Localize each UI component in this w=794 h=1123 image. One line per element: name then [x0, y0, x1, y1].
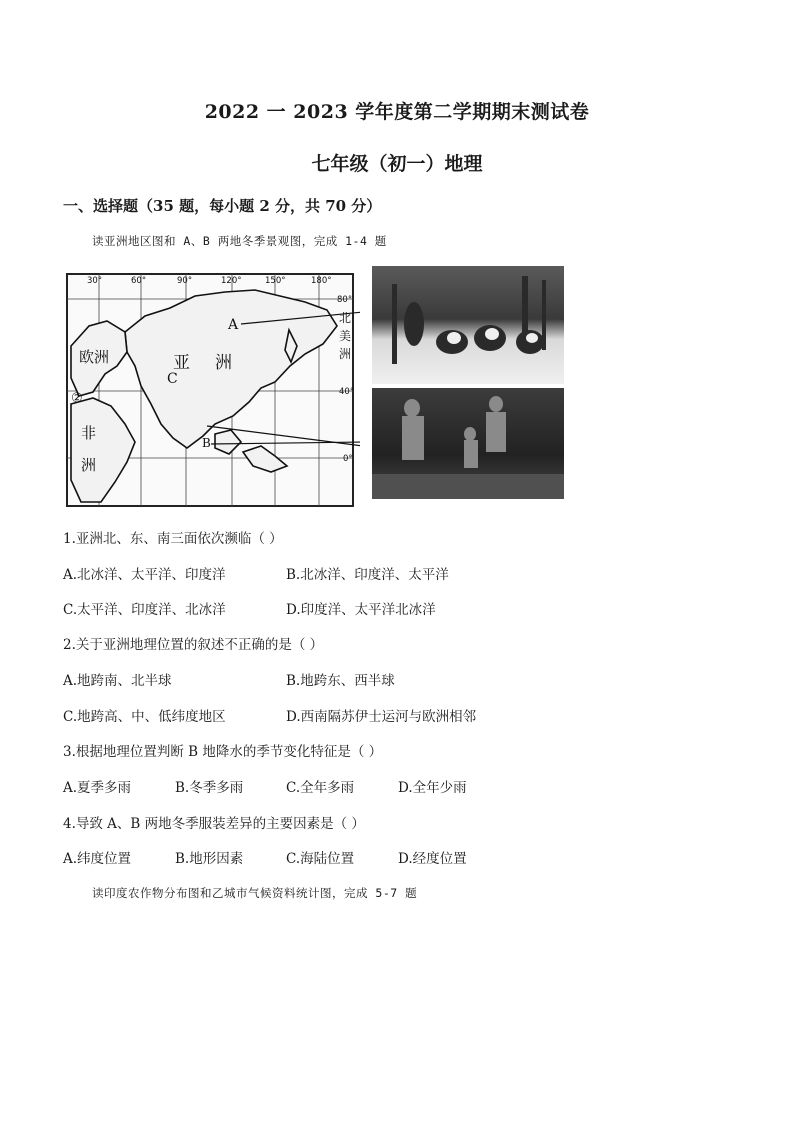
region-label-africa-2: 洲 [81, 456, 97, 474]
answer-option[interactable]: B.冬季多雨 [175, 780, 244, 796]
exam-title: 2022 一 2023 学年度第二学期期末测试卷 [204, 101, 590, 123]
point-b-label: B [202, 436, 211, 450]
answer-option[interactable]: C.全年多雨 [286, 780, 355, 796]
lon-label: 30° [87, 276, 103, 286]
exam-subtitle: 七年级（初一）地理 [311, 153, 483, 175]
asia-map [65, 266, 360, 510]
answer-option[interactable]: C.海陆位置 [286, 851, 355, 867]
winter-scene-photo-b [372, 388, 564, 499]
tropical-people-image [372, 388, 564, 499]
answer-option[interactable]: C.地跨高、中、低纬度地区 [63, 709, 226, 725]
answer-option[interactable]: A.北冰洋、太平洋、印度洋 [63, 567, 226, 583]
answer-option[interactable]: A.纬度位置 [63, 851, 132, 867]
region-label-asia-2: 洲 [215, 353, 232, 373]
region-label-africa-1: 非 [81, 424, 97, 442]
answer-option[interactable]: B.地形因素 [175, 851, 244, 867]
figure-intro: 读亚洲地区图和 A、B 两地冬季景观图，完成 1-4 题 [92, 234, 387, 248]
answer-option[interactable]: A.夏季多雨 [63, 780, 132, 796]
figure-intro: 读印度农作物分布图和乙城市气候资料统计图，完成 5-7 题 [92, 886, 418, 900]
lon-label: 120° [221, 276, 242, 286]
region-label-na-2: 美 [339, 329, 352, 343]
region-label-europe: 欧洲 [79, 348, 110, 366]
lon-label: 180° [311, 276, 332, 286]
section-heading: 一、选择题（35 题，每小题 2 分，共 70 分） [63, 197, 382, 215]
sled-dogs-image [372, 266, 564, 384]
answer-option[interactable]: C.太平洋、印度洋、北冰洋 [63, 602, 226, 618]
region-label-asia-1: 亚 [173, 353, 190, 373]
point-c-label: C [167, 371, 178, 387]
question-stem: 1.亚洲北、东、南三面依次濒临（ ） [63, 531, 283, 547]
answer-option[interactable]: D.全年少雨 [398, 780, 467, 796]
question-stem: 3.根据地理位置判断 B 地降水的季节变化特征是（ ） [63, 744, 383, 760]
question-stem: 2.关于亚洲地理位置的叙述不正确的是（ ） [63, 637, 324, 653]
winter-scene-photo-a [372, 266, 564, 384]
lon-label: 60° [131, 276, 147, 286]
region-label-na-1: 北 [339, 311, 352, 325]
point-a-label: A [228, 317, 239, 333]
answer-option[interactable]: B.地跨东、西半球 [286, 673, 395, 689]
marker-2-label: ② [71, 391, 83, 406]
answer-option[interactable]: D.西南隔苏伊士运河与欧洲相邻 [286, 709, 477, 725]
answer-option[interactable]: D.印度洋、太平洋北冰洋 [286, 602, 436, 618]
region-label-na-3: 洲 [339, 347, 352, 361]
lat-label: 40° [339, 387, 355, 397]
answer-option[interactable]: D.经度位置 [398, 851, 467, 867]
lat-label: 80° [337, 295, 353, 305]
lat-label: 0° [343, 454, 353, 464]
asia-map-figure [65, 266, 570, 510]
answer-option[interactable]: A.地跨南、北半球 [63, 673, 172, 689]
answer-option[interactable]: B.北冰洋、印度洋、太平洋 [286, 567, 449, 583]
lon-label: 90° [177, 276, 193, 286]
lon-label: 150° [265, 276, 286, 286]
question-stem: 4.导致 A、B 两地冬季服装差异的主要因素是（ ） [63, 816, 365, 832]
